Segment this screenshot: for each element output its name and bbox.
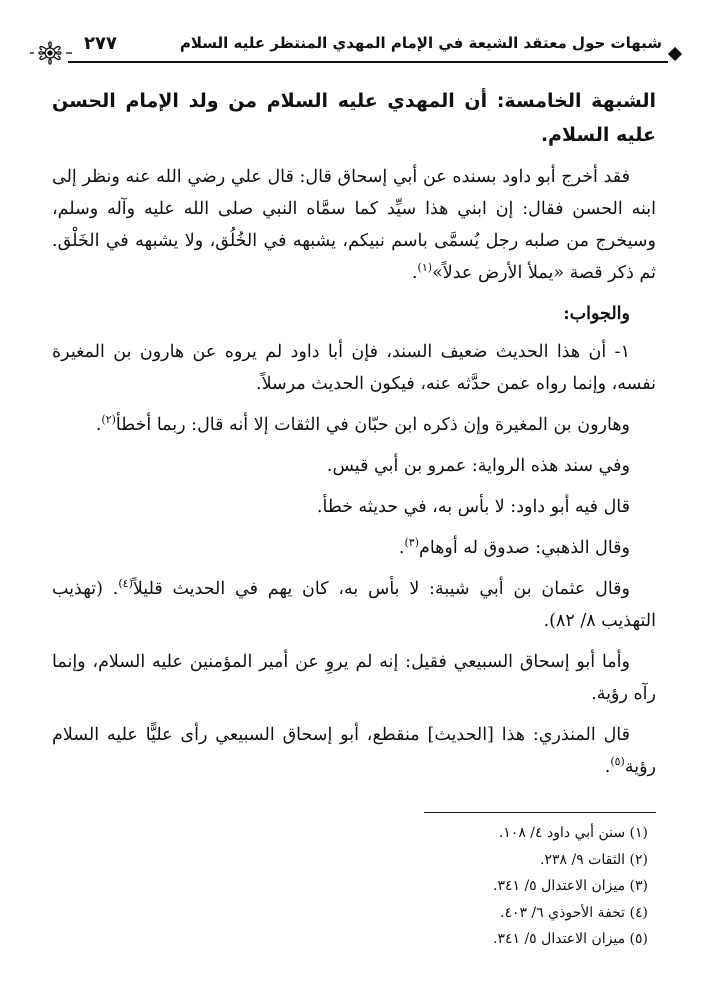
paragraph-end: . bbox=[604, 757, 611, 777]
paragraph-sabii: وأما أبو إسحاق السبيعي فقيل: إنه لم يروِ عن أمير المؤمنين عليه السلام، وإنما رآه رؤية. bbox=[52, 652, 656, 704]
paragraph-text: وقال عثمان بن أبي شيبة: لا بأس به، كان يهم في الحديث قليلاً bbox=[132, 579, 631, 599]
footnote-4: (٤) تحفة الأحوذي ٦/ ٤٠٣. bbox=[499, 904, 648, 921]
paragraph-text: قال المنذري: هذا [الحديث] منقطع، أبو إسحاق السبيعي رأى عليًّا عليه السلام رؤية bbox=[52, 725, 656, 777]
header-rule bbox=[68, 61, 668, 63]
footnote-1: (١) سنن أبي داود ٤/ ١٠٨. bbox=[498, 825, 648, 841]
paragraph-dhahabi bbox=[52, 532, 656, 564]
footnote-ref-5: (٥) bbox=[610, 755, 625, 769]
paragraph-narration: فقد أخرج أبو داود بسنده عن أبي إسحاق قال: قال علي رضي الله عنه ونظر إلى ابنه الحسن فقال: إن ابني هذا سيِّد كما سمَّاه النبي صلى الله عليه وآله وسلم، وسيخرج من صلبه رجل يُسمَّى باسم نبيكم، يشبهه في الخُلُق، ولا يشبهه في الخَلْق. ثم ذكر قصة «يملأ الأرض عدلاً»$^{(١)}$. bbox=[52, 167, 656, 283]
running-header bbox=[28, 30, 680, 64]
footnote-ref-1: (١) bbox=[417, 261, 433, 275]
paragraph-haroon bbox=[52, 409, 656, 441]
paragraph-point-1: ١- أن هذا الحديث ضعيف السند، فإن أبا داود لم يروه عن هارون بن المغيرة نفسه، وإنما رواه عمن حدَّثه عنه، فيكون الحديث مرسلاً. bbox=[52, 342, 656, 394]
footnote-2: (٢) الثقات ٩/ ٢٣٨. bbox=[540, 851, 648, 868]
page-number: ٢٧٧ bbox=[84, 33, 117, 54]
diamond-icon bbox=[668, 47, 682, 61]
paragraph-abu-dawud: قال فيه أبو داود: لا بأس به، في حديثه خطأ. bbox=[316, 497, 630, 517]
footnote-3: (٣) ميزان الاعتدال ٥/ ٣٤١. bbox=[492, 878, 648, 894]
footnotes bbox=[296, 820, 656, 953]
floral-ornament-icon bbox=[28, 36, 72, 70]
footnote-ref-2: (٢) bbox=[101, 413, 116, 427]
paragraph-end: . bbox=[398, 538, 405, 558]
footnote-ref-4: (٤) bbox=[118, 577, 133, 591]
paragraph-end: . (تهذيب التهذيب ٨/ ٨٢). bbox=[52, 579, 656, 631]
footnote-5: (٥) ميزان الاعتدال ٥/ ٣٤١. bbox=[492, 931, 648, 947]
answer-label: والجواب: bbox=[563, 304, 630, 324]
section-heading: الشبهة الخامسة: أن المهدي عليه السلام من ولد الإمام الحسن عليه السلام. bbox=[52, 90, 656, 146]
running-title: شبهات حول معتقد الشيعة في الإمام المهدي المنتظر عليه السلام bbox=[179, 34, 662, 52]
footnote-rule bbox=[424, 812, 656, 813]
paragraph-end: . bbox=[95, 415, 102, 435]
paragraph-text: وقال الذهبي: صدوق له أوهام bbox=[419, 538, 630, 558]
paragraph-text: فقد أخرج أبو داود بسنده عن أبي إسحاق قال: قال علي رضي الله عنه ونظر إلى ابنه الحسن فقال: إن ابني هذا سيِّد كما سمَّاه النبي صلى الله عليه وآله وسلم، وسيخرج من صلبه رجل يُسمَّى باسم نبيكم، يشبهه في الخُلُق، ولا يشبهه في الخَلْق. ثم ذكر قصة «يملأ الأرض عدلاً» bbox=[52, 167, 656, 283]
footnote-ref-3: (٣) bbox=[404, 536, 420, 550]
main-text bbox=[52, 84, 656, 792]
paragraph-chain: وفي سند هذه الرواية: عمرو بن أبي قيس. bbox=[326, 456, 630, 476]
paragraph-mundhiri bbox=[52, 719, 656, 783]
paragraph-uthman bbox=[52, 573, 656, 637]
paragraph-text: وهارون بن المغيرة وإن ذكره ابن حبّان في الثقات إلا أنه قال: ربما أخطأ bbox=[115, 415, 630, 435]
